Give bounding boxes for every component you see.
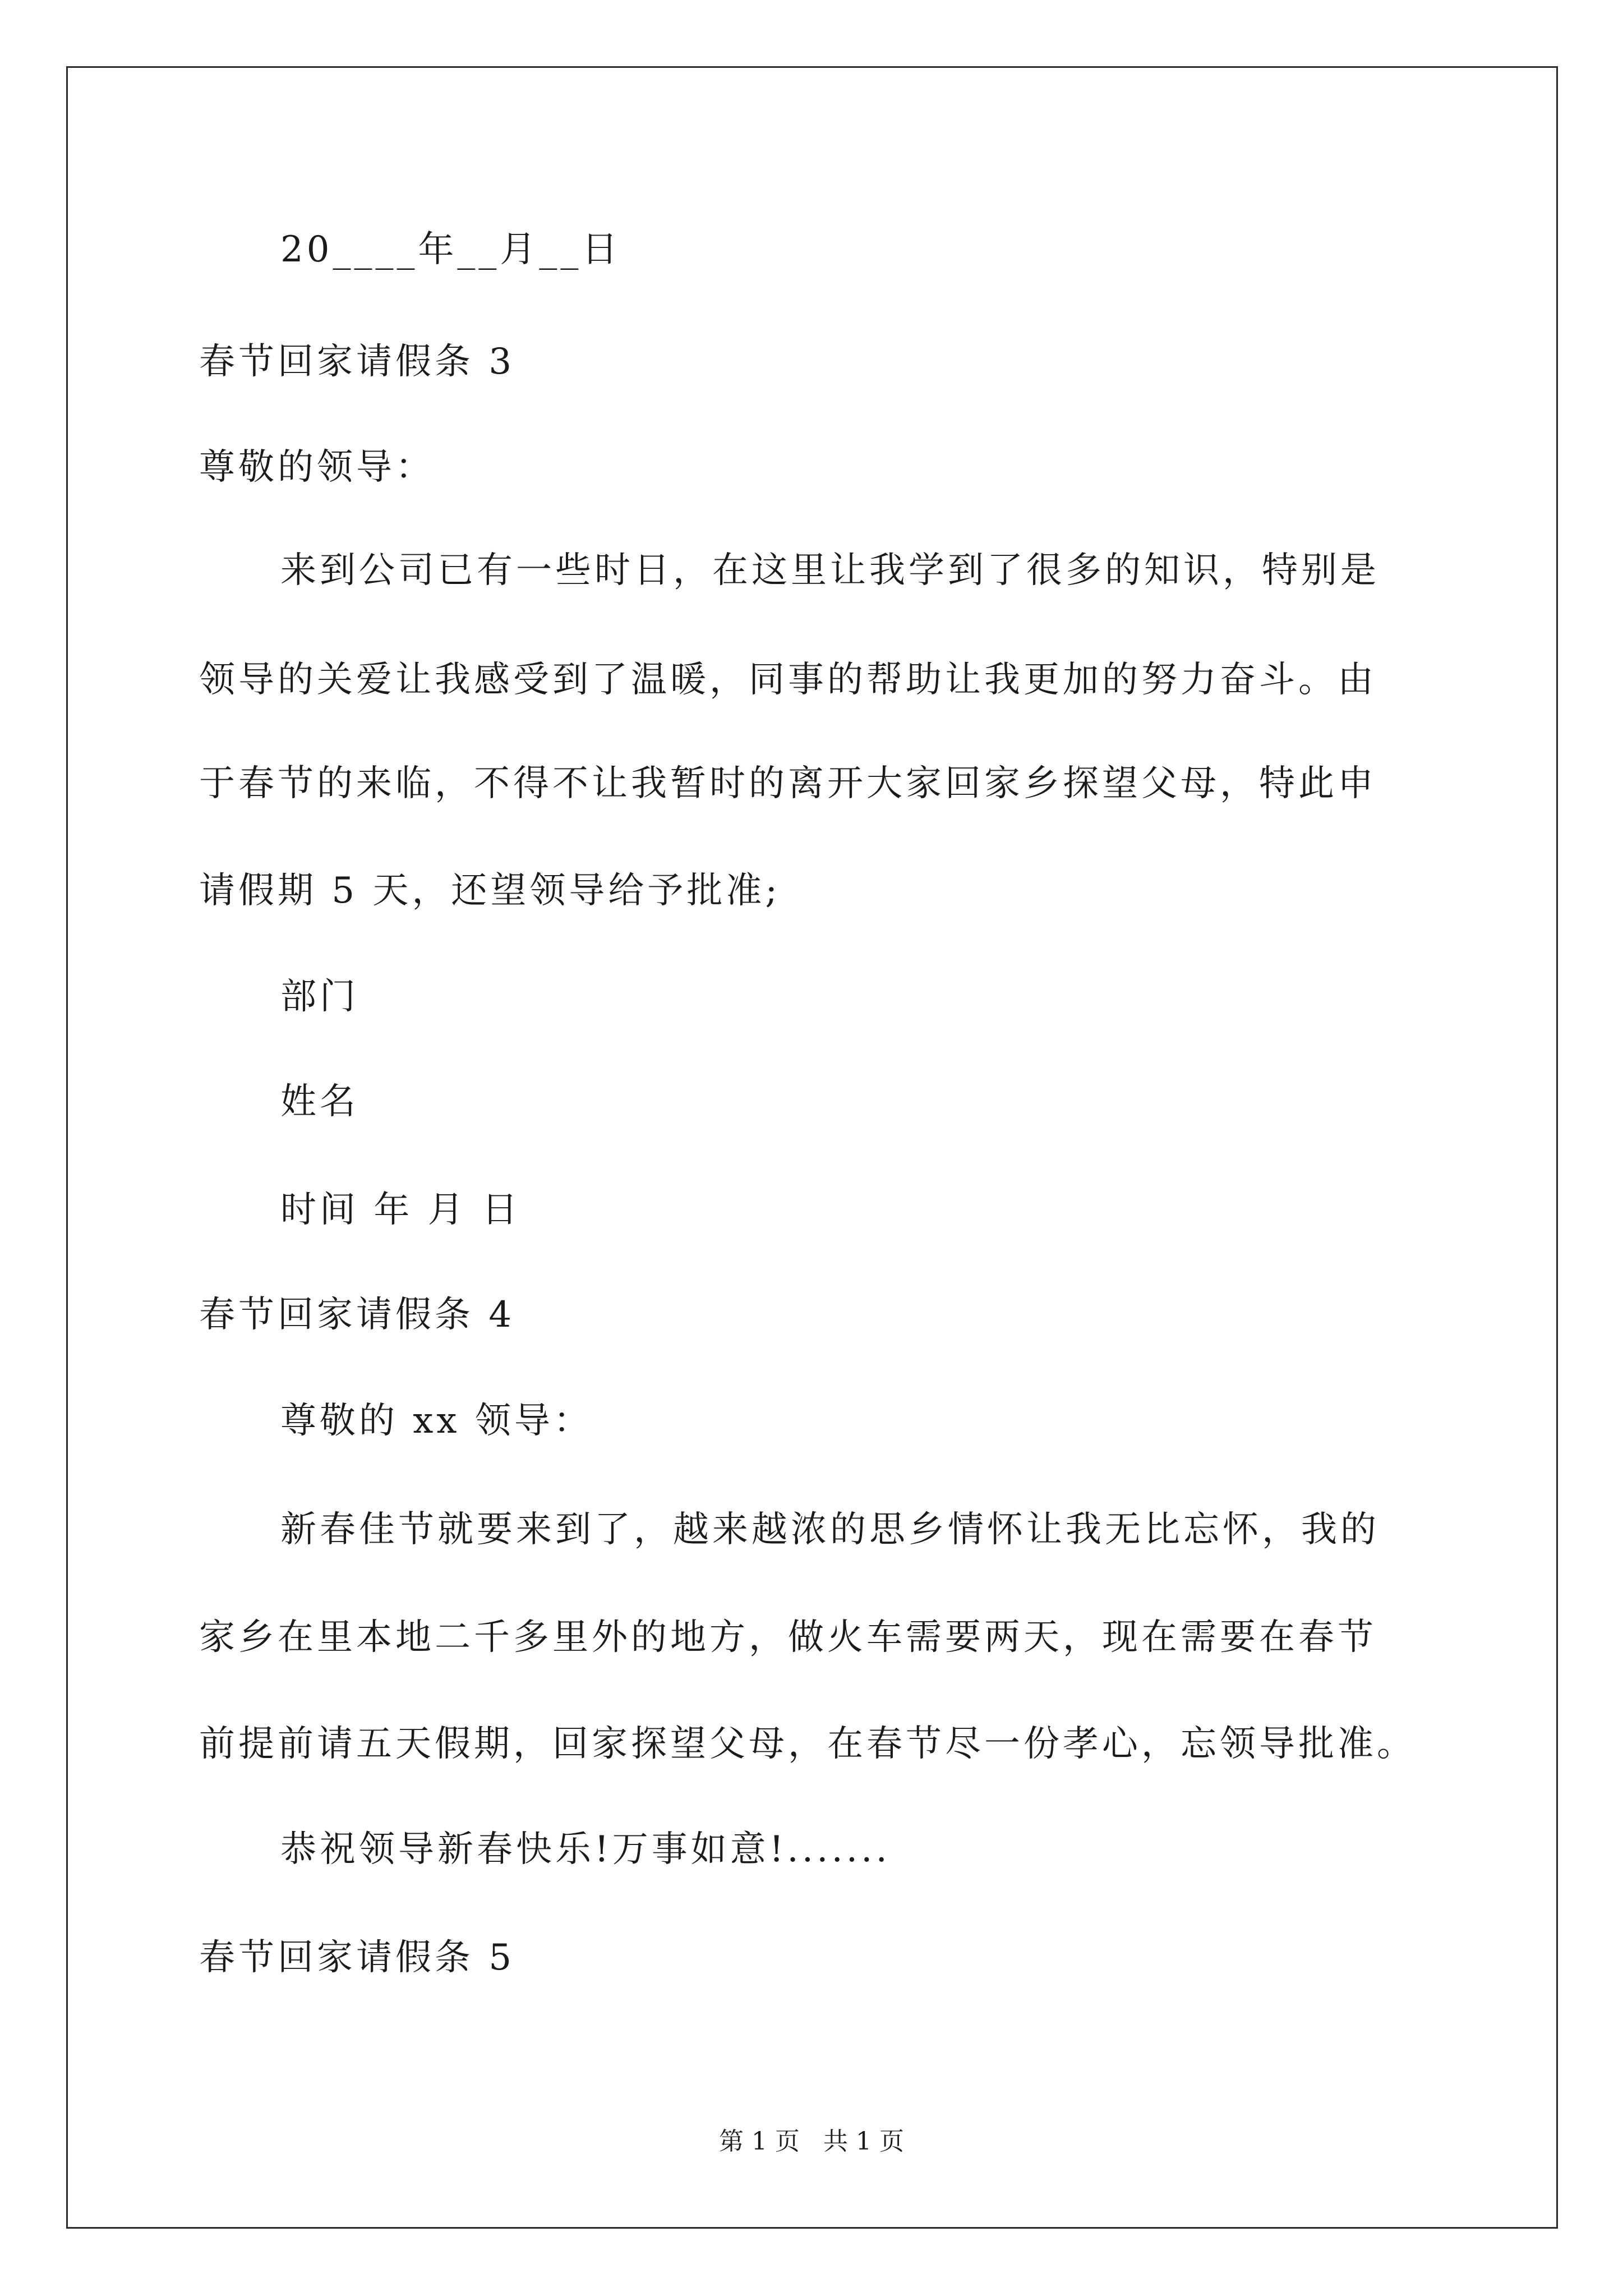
date-line: 20____年__月__日 xyxy=(280,229,621,270)
body-paragraph-line: 家乡在里本地二千多里外的地方，做火车需要两天，现在需要在春节 xyxy=(199,1617,1377,1658)
page-border xyxy=(66,66,1558,2229)
time-line: 时间 年 月 日 xyxy=(280,1189,522,1231)
body-paragraph-line: 请假期 5 天，还望领导给予批准; xyxy=(199,870,781,912)
body-paragraph-line: 新春佳节就要来到了，越来越浓的思乡情怀让我无比忘怀，我的 xyxy=(280,1509,1380,1550)
salutation: 尊敬的 xx 领导： xyxy=(280,1400,593,1442)
salutation: 尊敬的领导： xyxy=(199,447,435,488)
body-paragraph-line: 于春节的来临，不得不让我暂时的离开大家回家乡探望父母，特此申 xyxy=(199,763,1377,804)
body-paragraph-line: 领导的关爱让我感受到了温暖，同事的帮助让我更加的努力奋斗。由 xyxy=(199,659,1377,701)
section-title-5: 春节回家请假条 5 xyxy=(199,1937,515,1978)
section-title-3: 春节回家请假条 3 xyxy=(199,341,515,383)
body-paragraph-line: 来到公司已有一些时日，在这里让我学到了很多的知识，特别是 xyxy=(280,550,1380,591)
body-paragraph-line: 前提前请五天假期，回家探望父母，在春节尽一份孝心，忘领导批准。 xyxy=(199,1723,1416,1765)
department-line: 部门 xyxy=(280,976,359,1018)
section-title-4: 春节回家请假条 4 xyxy=(199,1294,515,1336)
page-number: 第 1 页 共 1 页 xyxy=(719,2127,904,2156)
closing-greeting: 恭祝领导新春快乐!万事如意!....... xyxy=(280,1829,891,1870)
name-line: 姓名 xyxy=(280,1081,359,1122)
